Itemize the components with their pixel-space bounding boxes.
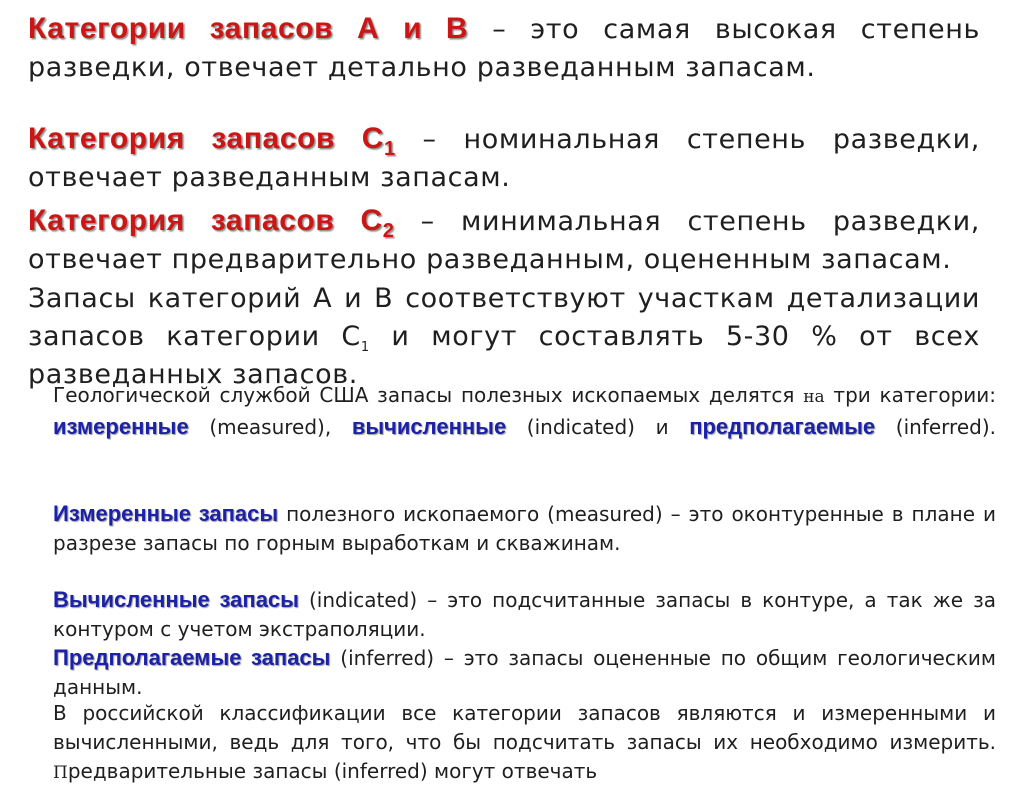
subscript-c1-small: 1 — [360, 340, 370, 355]
paragraph-inferred: Предполагаемые запасы (inferred) – это запасы оцененные по общим геологическим данным. — [53, 645, 996, 699]
heading-category-c1: Категория запасов $С_1$ — [28, 122, 396, 160]
heading-category-c2: Категория запасов $С_2$ — [28, 204, 395, 242]
subscript-c1: 1 — [383, 138, 396, 160]
paragraph-russian-classification: В российской классификации все категории запасов являются и измеренными и вычисленными, ведь для того, что бы подсчитать запасы их необходимо измерить. Предварительные запасы (inferred) могут отвечать — [53, 701, 996, 783]
term-indicated-reserves: Вычисленные запасы — [53, 587, 299, 612]
text-categories-a-b: – это самая высокая степень разведки, отвечает детально разведанным запасам. — [28, 14, 981, 83]
paragraph-category-c2 — [28, 202, 980, 279]
paragraph-category-c1 — [28, 120, 980, 197]
paragraph-measured: Измеренные запасы полезного ископаемого (measured) – это оконтуренные в плане и разрезе запасы по горным выработкам и скважинам. — [53, 501, 996, 555]
heading-categories-a-b: Категории запасов А и В — [28, 12, 469, 45]
term-inferred: предполагаемые — [689, 414, 876, 439]
text-category-c2: – минимальная степень разведки, отвечает предварительно разведанным, оцененным запасам. — [28, 206, 980, 275]
term-measured-reserves: Измеренные запасы — [53, 501, 279, 526]
term-measured: измеренные — [53, 414, 189, 439]
paragraph-ab-share: Запасы категорий А и В соответствуют участкам детализации запасов категории $С_1$ и могут составлять 5-30 % от всех разведанных запасов. — [28, 283, 980, 390]
paragraph-indicated: Вычисленные запасы (indicated) – это подсчитанные запасы в контуре, а так же за контуром с учетом экстраполяции. — [53, 587, 996, 641]
paragraph-usgs-intro: Геологической службой США запасы полезных ископаемых делятся на три категории: измеренные (measured), вычисленные (indicated) и предполагаемые (inferred). — [53, 383, 996, 439]
term-indicated: вычисленные — [351, 414, 507, 439]
text-category-c1: – номинальная степень разведки, отвечает разведанным запасам. — [28, 124, 980, 193]
paragraph-categories-a-b — [28, 10, 980, 87]
term-inferred-reserves: Предполагаемые запасы — [53, 645, 331, 670]
subscript-c2: 2 — [382, 220, 395, 242]
